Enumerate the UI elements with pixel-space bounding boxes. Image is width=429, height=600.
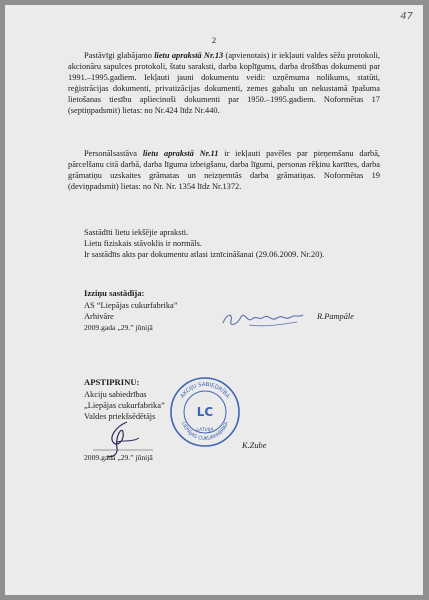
approved-org-line1: Akciju sabiedrības — [84, 390, 147, 399]
compiled-role: Arhivāre — [84, 312, 114, 321]
compiled-heading: Izziņu sastādīja: — [84, 288, 145, 298]
archivist-signature — [219, 305, 311, 331]
paragraph-case-list-11: Personālsastāva lietu aprakstā Nr.11 ir iekļauti pavēles par pieņemšanu darbā, pārcelšanu citā darbā, darba līguma izbeigšanu, darba līgumi, personas rēķinu kartītes, darba grāmatiņu uzskaites grāmatas un neizņemtās darba grāmatiņas. Noformētas 19 (deviņpadsmit) lietas: no Nr. Nr. 1354 līdz Nr.1372. — [68, 149, 381, 191]
approved-heading: APSTIPRINU: — [84, 377, 140, 387]
destruction-act-paragraph: Ir sastādīts akts par dokumentu atlasi iznīcināšanai (29.06.2009. Nr.20). — [84, 250, 325, 259]
case-list-11-title: lietu aprakstā Nr.11 — [142, 149, 219, 158]
physical-condition-line: Lietu fiziskais stāvoklis ir normāls. — [84, 239, 202, 248]
document-page — [5, 5, 423, 595]
stamp-ring-top: AKCIJU SABIEDRĪBA — [179, 381, 231, 400]
compiled-organization: AS “Liepājas cukurfabrika” — [84, 301, 178, 310]
compiled-date: 2009.gada „29.” jūnijā — [84, 323, 153, 332]
case-list-13-title: lietu aprakstā Nr.13 — [154, 51, 224, 60]
page-number: 2 — [211, 35, 217, 45]
compiled-name: R.Pampāle — [317, 312, 354, 321]
approved-role: Valdes priekšsēdētājs — [84, 412, 156, 421]
stamp-ring-side: LATVIJA — [196, 428, 214, 433]
approved-org-line2: „Liepājas cukurfabrika” — [84, 401, 165, 410]
approved-date: 2009.gada „29.” jūnijā — [84, 453, 153, 462]
internal-descriptions-line: Sastādīti lietu iekšējie apraksti. — [84, 228, 189, 237]
stamp-center-mark: LC — [196, 405, 214, 419]
company-stamp — [169, 376, 241, 448]
stamp-ring-bottom: LIEPĀJAS CUKURFABRIKA — [179, 421, 231, 443]
paragraph-case-list-13: Pastāvīgi glabājamo lietu aprakstā Nr.13 (apvienotais) ir iekļauti valdes sēžu protokoli, akcionāru sapulces protokoli, štatu saraksti, darba koplīgums, darba drošības dokumenti par 1991.–1995.gadiem. Iekļauti jauni dokumentu veidi: uzņēmuma nolikums, statūti, reģistrācijas dokumenti, privatizācijas dokumenti, zemes gabalu un nekustamā īpašuma lietošanas tiesību apliecinoši dokumenti par 1950.–1995.gadiem. Noformētas 17 (septiņpadsmit) lietas: no Nr.424 līdz Nr.440. — [68, 51, 381, 115]
approved-name: K.Zube — [242, 441, 267, 450]
corner-page-number: 47 — [400, 11, 413, 22]
